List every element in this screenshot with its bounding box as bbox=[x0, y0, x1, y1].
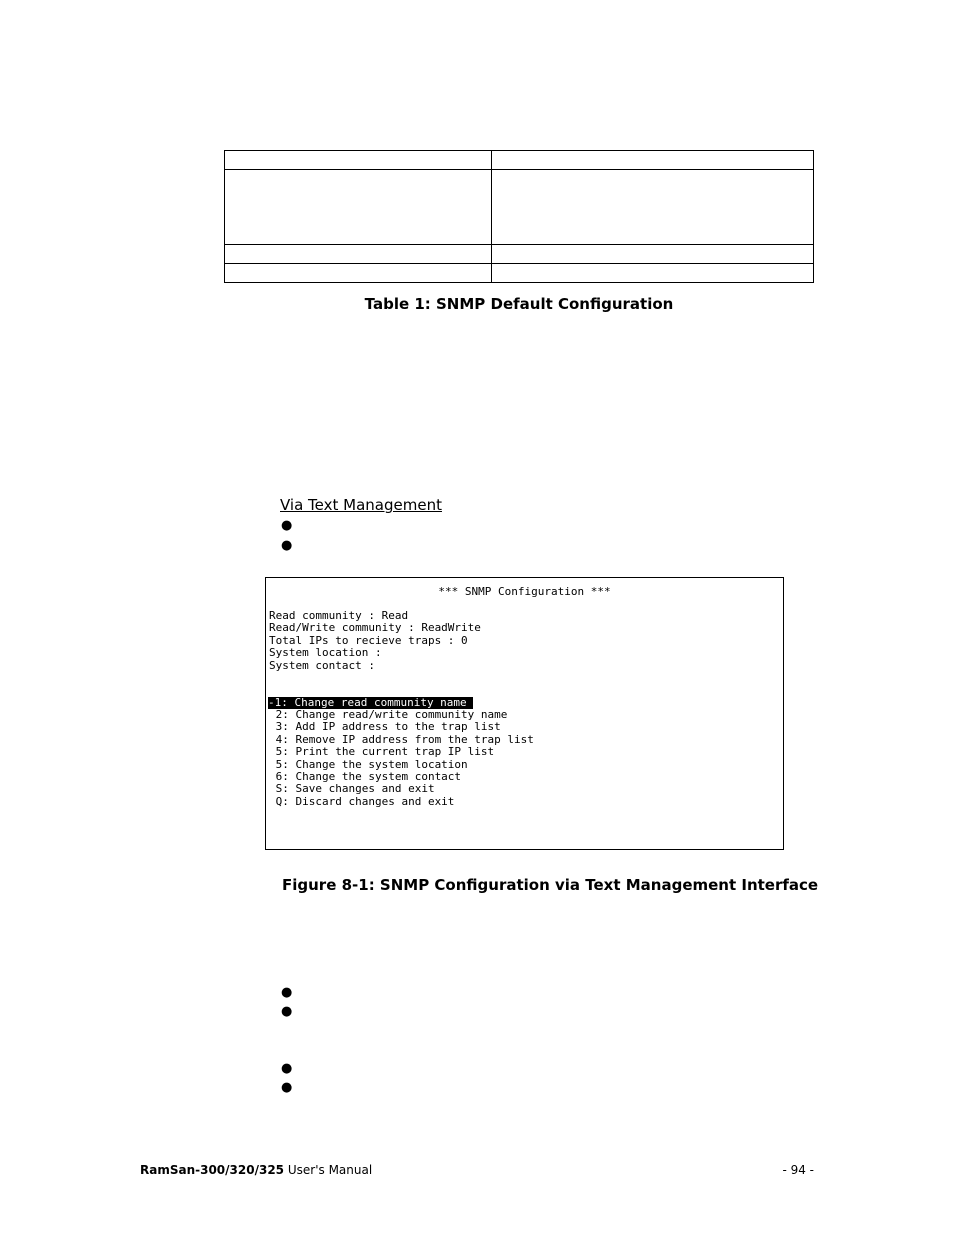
terminal-title: *** SNMP Configuration *** bbox=[438, 585, 611, 598]
table-cell bbox=[492, 245, 814, 264]
menu-item-remove-trap-ip[interactable]: 4: Remove IP address from the trap list bbox=[269, 733, 534, 746]
menu-item-change-readwrite-community[interactable]: 2: Change read/write community name bbox=[269, 708, 508, 721]
status-line: System location : bbox=[269, 646, 382, 659]
table-cell bbox=[492, 264, 814, 283]
menu-item-change-read-community[interactable]: -1: Change read community name bbox=[268, 697, 473, 709]
table-cell bbox=[225, 151, 492, 170]
footer-manual: User's Manual bbox=[284, 1163, 373, 1177]
snmp-default-config-table bbox=[224, 150, 814, 283]
bullet-icon: ● bbox=[281, 1061, 293, 1076]
terminal-screenshot bbox=[265, 577, 784, 850]
bullet-icon: ● bbox=[281, 1004, 293, 1019]
table-cell bbox=[492, 151, 814, 170]
table-row bbox=[225, 245, 814, 264]
status-line: Read/Write community : ReadWrite bbox=[269, 621, 481, 634]
page-number: - 94 - bbox=[782, 1163, 814, 1177]
bullet-icon: ● bbox=[281, 538, 293, 553]
figure-caption: Figure 8-1: SNMP Configuration via Text Management Interface bbox=[282, 876, 819, 894]
footer-title bbox=[140, 1163, 372, 1177]
menu-item-change-contact[interactable]: 6: Change the system contact bbox=[269, 770, 462, 783]
bullet-icon: ● bbox=[281, 1080, 293, 1095]
menu-item-change-location[interactable]: 5: Change the system location bbox=[269, 758, 468, 771]
bullet-icon: ● bbox=[281, 985, 293, 1000]
footer-product: RamSan-300/320/325 bbox=[140, 1163, 285, 1177]
status-line: Read community : Read bbox=[269, 609, 409, 622]
menu-item-add-trap-ip[interactable]: 3: Add IP address to the trap list bbox=[269, 720, 501, 733]
table-cell bbox=[225, 245, 492, 264]
section-heading: Via Text Management bbox=[280, 496, 442, 514]
table-cell bbox=[225, 170, 492, 245]
status-line: Total IPs to recieve traps : 0 bbox=[269, 634, 468, 647]
menu-item-save-exit[interactable]: S: Save changes and exit bbox=[269, 782, 435, 795]
table-row bbox=[225, 151, 814, 170]
table-cell bbox=[225, 264, 492, 283]
table-row bbox=[225, 264, 814, 283]
status-line: System contact : bbox=[269, 659, 375, 672]
table-row bbox=[225, 170, 814, 245]
table-caption: Table 1: SNMP Default Configuration bbox=[364, 295, 674, 313]
bullet-icon: ● bbox=[281, 518, 293, 533]
menu-item-discard-exit[interactable]: Q: Discard changes and exit bbox=[269, 795, 455, 808]
table-cell bbox=[492, 170, 814, 245]
menu-item-print-trap-list[interactable]: 5: Print the current trap IP list bbox=[269, 745, 495, 758]
